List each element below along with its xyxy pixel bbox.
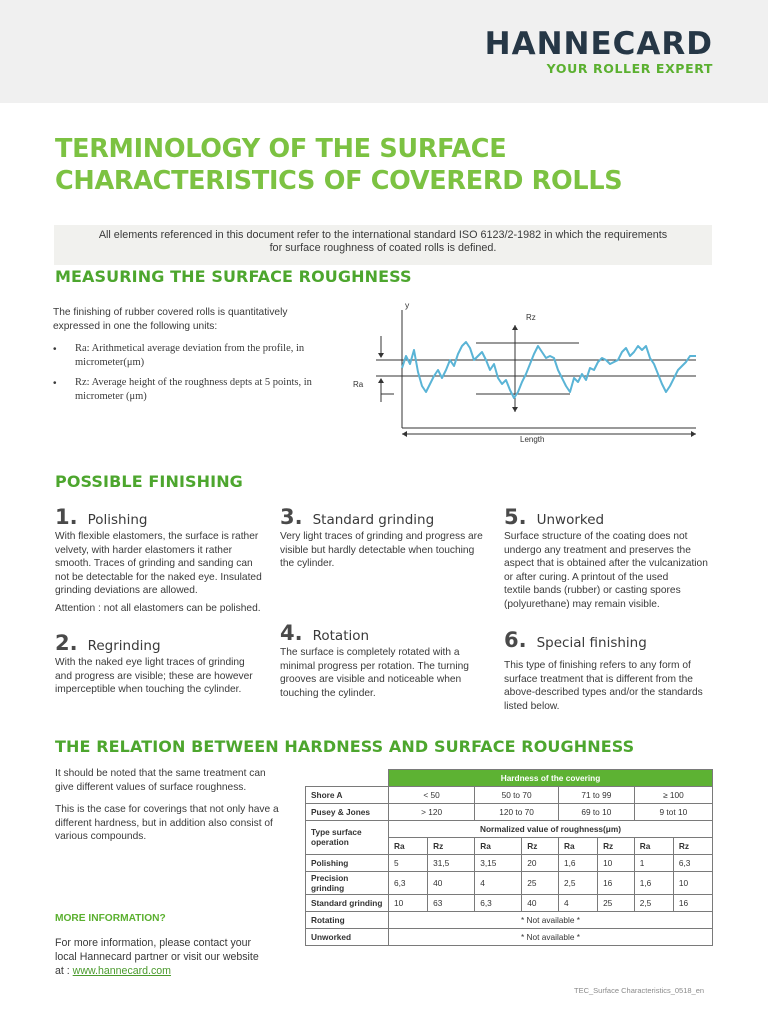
rz-arrow-up (512, 325, 518, 330)
finish-4-line: The surface is completely rotated with a (280, 647, 460, 658)
row-label-standard: Standard grinding (306, 894, 389, 911)
finish-3-heading (280, 505, 434, 529)
table-cell: 1,6 (634, 871, 673, 894)
table-cell: 4 (558, 894, 597, 911)
finish-5-number: 5. (504, 505, 527, 529)
finish-2-number: 2. (55, 631, 78, 655)
y-axis-label: y (405, 300, 410, 310)
table-cell: 3,15 (475, 854, 522, 871)
table-cell: 9 tot 10 (634, 803, 712, 820)
finish-6-number: 6. (504, 628, 527, 652)
finish-2-text (55, 656, 275, 697)
more-info-prefix: at : (55, 965, 73, 977)
more-info-line-3 (55, 964, 295, 978)
measuring-text (53, 306, 323, 333)
finish-6-heading (504, 628, 647, 652)
row-label-shore: Shore A (306, 786, 389, 803)
relation-para-2-line: various compounds. (55, 831, 147, 842)
title-line-2: CHARACTERISTICS OF COVERERD ROLLS (55, 166, 623, 196)
measuring-heading: MEASURING THE SURFACE ROUGHNESS (55, 267, 412, 286)
table-cell: 31,5 (428, 854, 475, 871)
table-cell: 1,6 (558, 854, 597, 871)
table-cell: 6,3 (673, 854, 712, 871)
table-cell: 25 (522, 871, 559, 894)
more-info-line-2: local Hannecard partner or visit our website (55, 951, 259, 963)
brand-logo[interactable] (485, 27, 713, 76)
table-cell: 16 (598, 871, 635, 894)
finish-2-line: and progress are visible; these are however (55, 670, 253, 682)
finish-4-heading (280, 621, 369, 645)
finish-1-number: 1. (55, 505, 78, 529)
finish-1-line: smooth. Traces of grinding and sanding can (55, 558, 253, 570)
brand-tagline: YOUR ROLLER EXPERT (546, 61, 713, 76)
finish-2-line: With the naked eye light traces of grinding (55, 657, 245, 668)
subhead-cell: Ra (558, 837, 597, 854)
finish-1-text (55, 530, 275, 616)
finishing-heading: POSSIBLE FINISHING (55, 472, 243, 491)
bullet-dot: • (53, 378, 57, 389)
subhead-cell: Ra (475, 837, 522, 854)
bullet-ra-line-2: micrometer(μm) (75, 356, 145, 368)
not-available-cell: * Not available * (389, 911, 713, 928)
finish-1-line: velvety, with harder elastomers it rather (55, 544, 233, 556)
table-cell: 6,3 (475, 894, 522, 911)
bullet-rz (75, 376, 325, 403)
finish-4-line: touching the cylinder. (280, 687, 376, 699)
row-label-unworked: Unworked (306, 928, 389, 945)
relation-para-2-line: different hardness, but in addition also consist of (55, 817, 273, 829)
finish-6-text (504, 659, 719, 713)
relation-para-2-line: This is the case for coverings that not only have a (55, 804, 279, 815)
page-title (55, 133, 715, 197)
table-cell: 6,3 (389, 871, 428, 894)
table-row (306, 770, 713, 787)
finish-2-name: Regrinding (87, 638, 161, 654)
finish-4-line: grooves are visible and noticeable when (280, 674, 462, 686)
intro-line-1: All elements referenced in this document refer to the international standard ISO 6123/2-1982 in which the requirements (98, 229, 668, 241)
finish-5-name: Unworked (536, 512, 605, 528)
row-label-polishing: Polishing (306, 854, 389, 871)
table-row (306, 911, 713, 928)
measuring-text-line-1: The finishing of rubber covered rolls is quantitatively (53, 307, 288, 318)
table-cell: 120 to 70 (475, 803, 559, 820)
finish-2-heading (55, 631, 161, 655)
finish-1-heading (55, 505, 147, 529)
finish-5-line: or after curing. A printout of the used (504, 571, 669, 583)
finish-6-line: This type of finishing refers to any form of (504, 660, 691, 671)
more-info-heading: MORE INFORMATION? (55, 913, 166, 924)
footer-doc-code: TEC_Surface Characteristics_0518_en (574, 986, 705, 995)
table-header: Hardness of the covering (389, 770, 713, 787)
table-row (306, 871, 713, 894)
website-link[interactable]: www.hannecard.com (72, 965, 172, 977)
finish-6-line: above-described types and/or the standards (504, 687, 703, 699)
finish-1-line: With flexible elastomers, the surface is rather (55, 531, 259, 542)
more-info-line-1: For more information, please contact your (55, 937, 252, 949)
finish-3-line: visible but hardly detectable when touching (280, 544, 475, 556)
table-cell: 2,5 (634, 894, 673, 911)
bullet-ra-line-1: Ra: Arithmetical average deviation from the profile, in (75, 343, 305, 354)
finish-6-line: listed below. (504, 700, 560, 712)
finish-4-text (280, 646, 495, 700)
table-cell: 40 (428, 871, 475, 894)
ra-arrow-down (378, 353, 384, 358)
table-cell: 40 (522, 894, 559, 911)
relation-para-1-line: It should be noted that the same treatment can (55, 768, 266, 779)
table-cell: 25 (598, 894, 635, 911)
table-cell: 10 (598, 854, 635, 871)
roughness-table (305, 769, 713, 946)
table-cell: < 50 (389, 786, 475, 803)
finish-6-name: Special finishing (536, 635, 647, 651)
measuring-text-line-2: expressed in one the following units: (53, 320, 218, 332)
finish-4-line: minimal progress per rotation. The turning (280, 660, 469, 672)
finish-5-text (504, 530, 719, 612)
ra-label: Ra (353, 380, 364, 389)
relation-para-1 (55, 767, 283, 794)
row-label-precision: Precision grinding (306, 871, 389, 894)
bullet-dot: • (53, 344, 57, 355)
table-row (306, 928, 713, 945)
finish-5-line: Surface structure of the coating does not (504, 531, 688, 542)
subhead-cell: Rz (522, 837, 559, 854)
finish-1-note: Attention : not all elastomers can be polished. (55, 602, 261, 614)
table-cell: 16 (673, 894, 712, 911)
finish-3-line: Very light traces of grinding and progress are (280, 531, 483, 542)
subhead-cell: Rz (673, 837, 712, 854)
length-arrow-right (691, 431, 696, 437)
finish-5-line: textile bands (rubber) or casting spores (504, 585, 681, 597)
relation-heading: THE RELATION BETWEEN HARDNESS AND SURFACE ROUGHNESS (55, 737, 635, 756)
table-row (306, 894, 713, 911)
intro-text (70, 229, 696, 255)
more-info-text (55, 936, 295, 978)
intro-line-2: for surface roughness of coated rolls is defined. (269, 242, 497, 254)
table-cell: 20 (522, 854, 559, 871)
finish-5-line: (polyurethane) may remain visible. (504, 598, 660, 610)
title-line-1: TERMINOLOGY OF THE SURFACE (55, 134, 507, 164)
table-cell: 69 to 10 (558, 803, 634, 820)
table-cell: 10 (673, 871, 712, 894)
subhead-cell: Ra (389, 837, 428, 854)
roughness-profile-diagram (344, 298, 704, 448)
table-cell: 50 to 70 (475, 786, 559, 803)
table-row (306, 820, 713, 837)
table-cell: 2,5 (558, 871, 597, 894)
bullet-rz-line-1: Rz: Average height of the roughness depts at 5 points, in (75, 377, 312, 388)
finish-5-heading (504, 505, 604, 529)
rz-label: Rz (526, 313, 536, 322)
finish-1-line: grinding deviations are allowed. (55, 585, 198, 597)
table-cell: ≥ 100 (634, 786, 712, 803)
row-label-rotating: Rotating (306, 911, 389, 928)
roughness-profile-curve (402, 342, 696, 398)
finish-5-line: aspect that is obtained after the vulcanization (504, 558, 708, 570)
length-label: Length (520, 435, 545, 444)
finish-3-name: Standard grinding (312, 512, 435, 528)
finish-4-name: Rotation (312, 628, 370, 644)
finish-1-name: Polishing (87, 512, 148, 528)
finish-3-text (280, 530, 495, 571)
bullet-rz-line-2: micrometer (μm) (75, 390, 147, 402)
table-cell: 4 (475, 871, 522, 894)
brand-name: HANNECARD (484, 26, 713, 62)
finish-2-line: imperceptible when touching the cylinder. (55, 684, 242, 696)
table-cell: 1 (634, 854, 673, 871)
table-corner-cell (306, 770, 389, 787)
row-label-pusey: Pusey & Jones (306, 803, 389, 820)
finish-5-line: undergo any treatment and preserves the (504, 544, 691, 556)
table-row (306, 786, 713, 803)
subhead-cell: Ra (634, 837, 673, 854)
subhead-cell: Rz (428, 837, 475, 854)
finish-3-line: the cylinder. (280, 558, 335, 570)
table-cell: 71 to 99 (558, 786, 634, 803)
length-arrow-left (402, 431, 407, 437)
table-cell: > 120 (389, 803, 475, 820)
table-cell: 5 (389, 854, 428, 871)
table-cell: 63 (428, 894, 475, 911)
bullet-ra (75, 342, 325, 369)
table-row (306, 803, 713, 820)
relation-para-2 (55, 803, 283, 844)
table-row (306, 854, 713, 871)
relation-para-1-line: give different values of surface roughness. (55, 781, 247, 793)
finish-1-line: not be detectable for the naked eye. Insulated (55, 571, 262, 583)
normalized-header: Normalized value of roughness(μm) (389, 820, 713, 837)
rz-arrow-down (512, 407, 518, 412)
not-available-cell: * Not available * (389, 928, 713, 945)
ra-arrow-up (378, 378, 384, 383)
row-label-type: Type surface operation (306, 820, 389, 854)
finish-6-line: surface treatment that is different from the (504, 673, 693, 685)
finish-3-number: 3. (280, 505, 303, 529)
table-cell: 10 (389, 894, 428, 911)
finish-4-number: 4. (280, 621, 303, 645)
subhead-cell: Rz (598, 837, 635, 854)
